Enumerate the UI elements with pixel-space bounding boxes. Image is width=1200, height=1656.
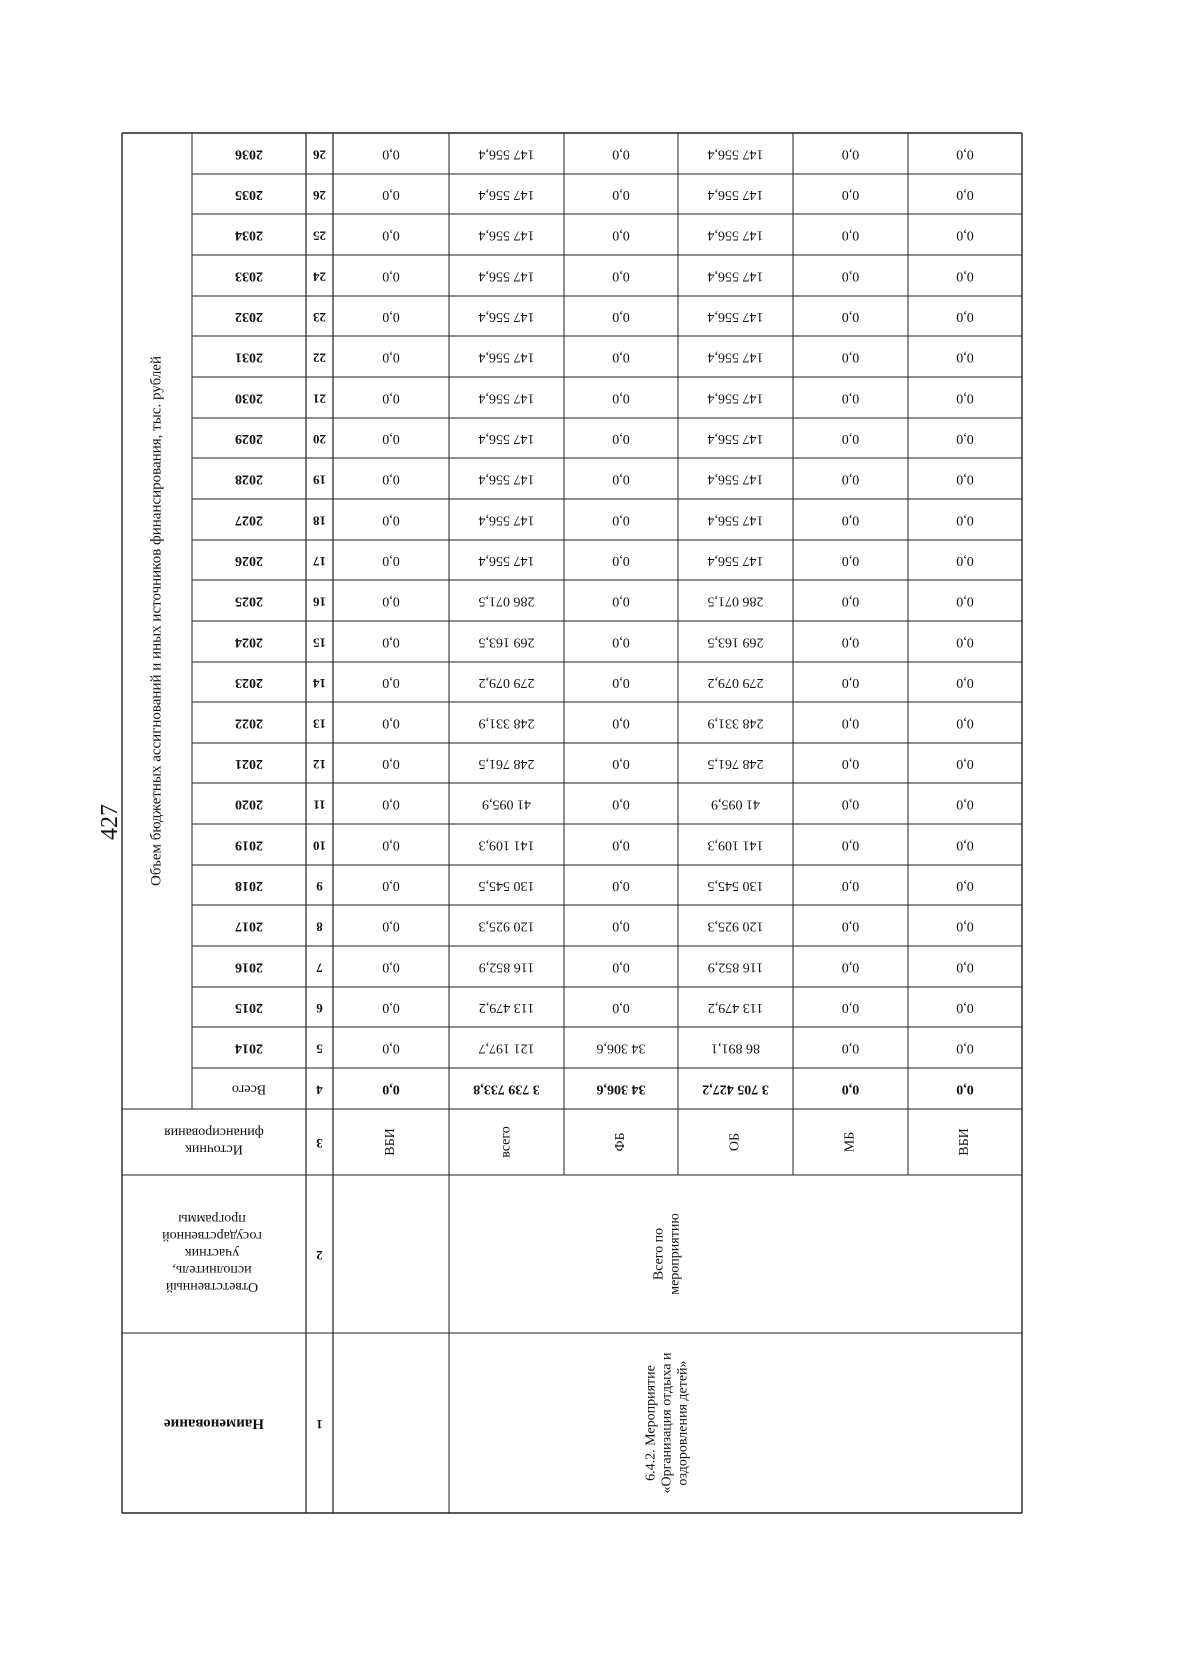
- year-value: 0,0: [956, 1040, 974, 1056]
- year-value: 0,0: [956, 593, 974, 609]
- source-label: ВБИ: [383, 1128, 399, 1156]
- year-value: 0,0: [841, 593, 860, 609]
- col-number: 10: [313, 838, 326, 854]
- year-value: 0,0: [956, 512, 974, 528]
- year-value: 86 891,1: [711, 1040, 760, 1056]
- year-header: 2024: [235, 634, 263, 650]
- year-value: 279 079,2: [478, 674, 535, 690]
- year-value: 0,0: [841, 877, 860, 893]
- year-header: 2030: [235, 390, 263, 406]
- col-number: 18: [313, 513, 326, 529]
- year-value: 147 556,4: [478, 552, 535, 568]
- year-value: 0,0: [841, 471, 860, 487]
- col-number: 5: [316, 1041, 323, 1057]
- year-value: 147 556,4: [707, 552, 764, 568]
- col-number: 19: [313, 472, 326, 488]
- year-value: 0,0: [382, 999, 400, 1015]
- year-value: 0,0: [382, 552, 400, 568]
- year-value: 147 556,4: [478, 430, 535, 446]
- year-value: 0,0: [382, 349, 400, 365]
- col-number: 26: [313, 188, 326, 204]
- col-number: 21: [313, 391, 326, 407]
- year-value: 0,0: [841, 634, 860, 650]
- year-value: 0,0: [956, 552, 974, 568]
- year-value: 116 852,9: [707, 959, 764, 975]
- year-header: 2018: [235, 877, 263, 893]
- section-title: Объем бюджетных ассигнований и иных источников финансирования, тыс. рублей: [148, 356, 165, 886]
- year-value: 34 306,6: [596, 1040, 646, 1056]
- year-value: 0,0: [841, 715, 860, 731]
- year-value: 0,0: [841, 227, 860, 243]
- year-value: 0,0: [841, 268, 860, 284]
- year-value: 41 095,9: [482, 796, 531, 812]
- year-value: 0,0: [956, 227, 974, 243]
- year-value: 269 163,5: [478, 634, 535, 650]
- year-value: 0,0: [612, 959, 630, 975]
- year-value: 269 163,5: [707, 634, 764, 650]
- year-value: 0,0: [956, 837, 974, 853]
- year-value: 0,0: [841, 999, 860, 1015]
- year-value: 130 545,5: [707, 877, 764, 893]
- year-value: 0,0: [612, 186, 630, 202]
- year-value: 0,0: [841, 755, 860, 771]
- year-value: 0,0: [612, 268, 630, 284]
- year-value: 0,0: [612, 918, 630, 934]
- year-header: 2035: [235, 186, 263, 202]
- year-value: 147 556,4: [707, 471, 764, 487]
- year-value: 0,0: [612, 227, 630, 243]
- year-value: 0,0: [382, 755, 400, 771]
- year-header: 2023: [235, 674, 263, 690]
- year-header: 2019: [235, 837, 263, 853]
- year-value: 116 852,9: [478, 959, 535, 975]
- col-number: 16: [313, 594, 326, 610]
- year-header: 2033: [235, 268, 263, 284]
- year-value: 0,0: [956, 715, 974, 731]
- year-value: 41 095,9: [711, 796, 760, 812]
- year-value: 0,0: [956, 308, 974, 324]
- year-value: 0,0: [612, 837, 630, 853]
- year-value: 0,0: [841, 390, 860, 406]
- year-value: 0,0: [612, 512, 630, 528]
- year-value: 147 556,4: [478, 471, 535, 487]
- col-total-header: Всего: [231, 1081, 267, 1097]
- col-number: 9: [316, 879, 323, 895]
- year-value: 0,0: [956, 186, 974, 202]
- year-value: 248 761,5: [478, 755, 535, 771]
- year-value: 0,0: [382, 390, 400, 406]
- year-value: 0,0: [612, 999, 630, 1015]
- col-number: 24: [313, 269, 326, 285]
- year-value: 0,0: [382, 308, 400, 324]
- year-value: 248 761,5: [707, 755, 764, 771]
- col-number: 12: [313, 757, 326, 773]
- year-value: 147 556,4: [478, 186, 535, 202]
- year-value: 0,0: [382, 674, 400, 690]
- year-value: 0,0: [956, 430, 974, 446]
- year-value: 0,0: [612, 674, 630, 690]
- year-value: 0,0: [382, 1040, 400, 1056]
- col-number: 13: [313, 716, 326, 732]
- year-value: 0,0: [956, 918, 974, 934]
- year-value: 120 925,3: [707, 918, 764, 934]
- year-value: 121 197,7: [478, 1040, 535, 1056]
- year-value: 147 556,4: [707, 146, 764, 162]
- year-value: 0,0: [382, 796, 400, 812]
- col-number: 20: [313, 432, 326, 448]
- year-value: 0,0: [956, 877, 974, 893]
- col-number: 7: [316, 960, 323, 976]
- col-responsible-header: Ответственныйисполнитель,участникгосударственнойпрограммы: [162, 1211, 262, 1294]
- year-value: 0,0: [956, 796, 974, 812]
- year-value: 0,0: [956, 674, 974, 690]
- year-value: 113 479,2: [707, 999, 764, 1015]
- year-value: 0,0: [956, 390, 974, 406]
- year-value: 147 556,4: [707, 186, 764, 202]
- year-value: 248 331,9: [478, 715, 535, 731]
- year-value: 0,0: [382, 959, 400, 975]
- col-number: 4: [316, 1082, 323, 1098]
- year-header: 2022: [235, 715, 263, 731]
- year-value: 0,0: [382, 918, 400, 934]
- year-value: 147 556,4: [707, 512, 764, 528]
- col-number: 22: [313, 350, 326, 366]
- source-label: ФБ: [613, 1132, 629, 1152]
- year-value: 248 331,9: [707, 715, 764, 731]
- year-value: 0,0: [841, 512, 860, 528]
- year-value: 0,0: [956, 959, 974, 975]
- year-value: 113 479,2: [478, 999, 535, 1015]
- year-value: 147 556,4: [707, 227, 764, 243]
- year-header: 2034: [235, 227, 263, 243]
- year-header: 2031: [235, 349, 263, 365]
- year-value: 0,0: [956, 268, 974, 284]
- year-value: 147 556,4: [478, 268, 535, 284]
- year-value: 0,0: [612, 390, 630, 406]
- year-value: 0,0: [841, 674, 860, 690]
- event-name: 6.4.2. Мероприятие«Организация отдыха иоздоровления детей»: [643, 1352, 691, 1494]
- year-value: 147 556,4: [478, 349, 535, 365]
- col-source-header: Источникфинансирования: [164, 1124, 264, 1157]
- total-value: 3 739 733,8: [473, 1081, 540, 1097]
- col-name-header: Наименование: [164, 1415, 264, 1432]
- total-value: 34 306,6: [596, 1081, 646, 1097]
- year-value: 147 556,4: [478, 308, 535, 324]
- responsible: Всего помероприятию: [651, 1213, 683, 1295]
- col-number: 1: [316, 1417, 323, 1433]
- year-value: 0,0: [841, 959, 860, 975]
- year-value: 0,0: [841, 1040, 860, 1056]
- year-value: 0,0: [612, 146, 630, 162]
- year-value: 147 556,4: [707, 430, 764, 446]
- year-value: 147 556,4: [707, 349, 764, 365]
- year-value: 141 109,3: [707, 837, 764, 853]
- year-header: 2020: [235, 796, 263, 812]
- year-value: 0,0: [382, 512, 400, 528]
- year-header: 2015: [235, 999, 263, 1015]
- year-value: 0,0: [841, 186, 860, 202]
- year-header: 2027: [235, 512, 263, 528]
- year-value: 0,0: [956, 146, 974, 162]
- year-value: 0,0: [841, 308, 860, 324]
- year-value: 147 556,4: [478, 390, 535, 406]
- year-value: 0,0: [956, 634, 974, 650]
- year-value: 147 556,4: [478, 146, 535, 162]
- year-header: 2025: [235, 593, 263, 609]
- year-value: 0,0: [382, 268, 400, 284]
- source-label: ВБИ: [957, 1128, 973, 1156]
- year-value: 0,0: [382, 146, 400, 162]
- col-number: 8: [316, 919, 323, 935]
- year-value: 0,0: [382, 471, 400, 487]
- year-value: 0,0: [841, 349, 860, 365]
- year-value: 0,0: [956, 471, 974, 487]
- year-value: 0,0: [382, 877, 400, 893]
- col-number: 3: [316, 1136, 323, 1152]
- year-value: 0,0: [956, 999, 974, 1015]
- year-header: 2028: [235, 471, 263, 487]
- year-value: 0,0: [612, 308, 630, 324]
- col-number: 17: [313, 554, 326, 570]
- year-header: 2016: [235, 959, 263, 975]
- col-number: 6: [316, 1001, 323, 1017]
- year-value: 0,0: [612, 349, 630, 365]
- year-header: 2036: [235, 146, 263, 162]
- year-value: 0,0: [612, 552, 630, 568]
- page-number: 427: [97, 804, 123, 840]
- year-value: 0,0: [841, 796, 860, 812]
- year-value: 0,0: [612, 755, 630, 771]
- year-value: 0,0: [612, 634, 630, 650]
- col-number: 25: [313, 228, 326, 244]
- year-value: 0,0: [612, 877, 630, 893]
- year-value: 147 556,4: [707, 390, 764, 406]
- year-value: 0,0: [841, 430, 860, 446]
- year-header: 2017: [235, 918, 263, 934]
- total-value: 0,0: [382, 1081, 400, 1097]
- source-label: всего: [498, 1126, 514, 1158]
- year-value: 286 071,5: [707, 593, 764, 609]
- source-label: ОБ: [727, 1132, 743, 1152]
- col-number: 2: [316, 1248, 323, 1264]
- col-number: 14: [313, 676, 326, 692]
- year-header: 2021: [235, 755, 263, 771]
- year-value: 141 109,3: [478, 837, 535, 853]
- year-value: 0,0: [956, 755, 974, 771]
- year-value: 286 071,5: [478, 593, 535, 609]
- total-value: 0,0: [956, 1081, 974, 1097]
- year-value: 0,0: [612, 430, 630, 446]
- year-header: 2014: [235, 1040, 263, 1056]
- year-value: 147 556,4: [478, 512, 535, 528]
- col-number: 26: [313, 147, 326, 163]
- year-value: 0,0: [382, 634, 400, 650]
- year-value: 0,0: [612, 715, 630, 731]
- total-value: 3 705 427,2: [702, 1081, 769, 1097]
- year-value: 0,0: [612, 796, 630, 812]
- year-value: 120 925,3: [478, 918, 535, 934]
- source-label: МБ: [842, 1131, 858, 1153]
- year-value: 0,0: [841, 918, 860, 934]
- col-number: 15: [313, 635, 326, 651]
- year-value: 0,0: [841, 552, 860, 568]
- col-number: 11: [313, 797, 326, 813]
- year-value: 147 556,4: [707, 308, 764, 324]
- year-value: 130 545,5: [478, 877, 535, 893]
- col-number: 23: [313, 310, 326, 326]
- year-value: 147 556,4: [478, 227, 535, 243]
- year-value: 0,0: [956, 349, 974, 365]
- year-value: 0,0: [612, 471, 630, 487]
- year-value: 0,0: [382, 593, 400, 609]
- year-value: 0,0: [841, 146, 860, 162]
- year-value: 147 556,4: [707, 268, 764, 284]
- year-value: 0,0: [382, 430, 400, 446]
- year-value: 0,0: [382, 227, 400, 243]
- year-value: 0,0: [382, 186, 400, 202]
- year-value: 0,0: [612, 593, 630, 609]
- year-value: 0,0: [382, 715, 400, 731]
- total-value: 0,0: [841, 1081, 860, 1097]
- year-value: 279 079,2: [707, 674, 764, 690]
- year-header: 2029: [235, 430, 263, 446]
- year-header: 2026: [235, 552, 263, 568]
- year-header: 2032: [235, 308, 263, 324]
- year-value: 0,0: [841, 837, 860, 853]
- year-value: 0,0: [382, 837, 400, 853]
